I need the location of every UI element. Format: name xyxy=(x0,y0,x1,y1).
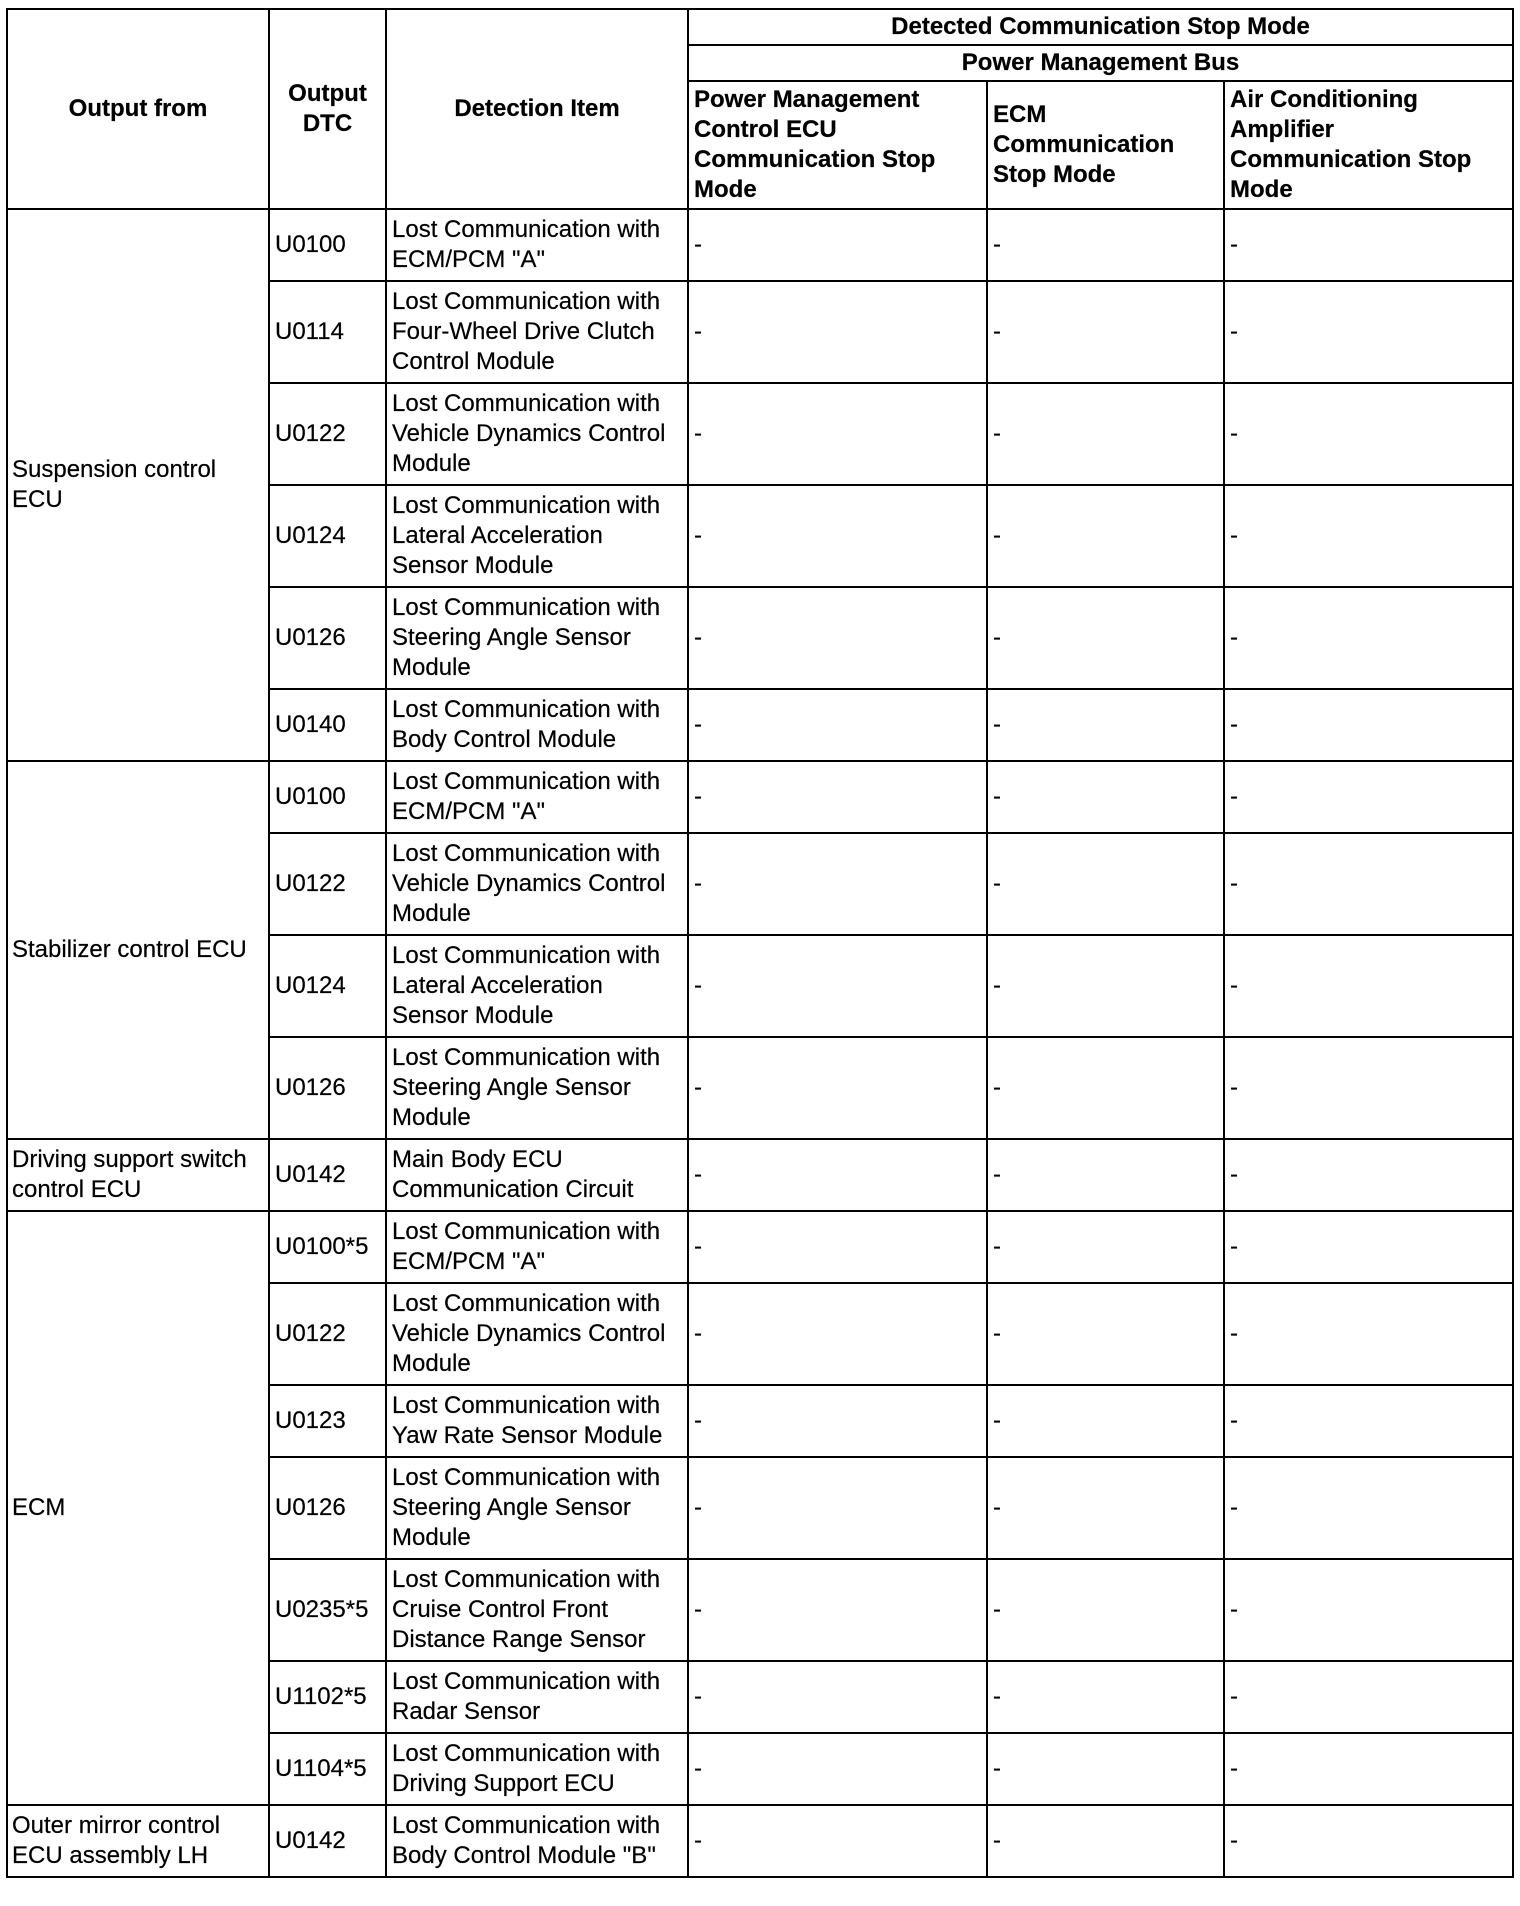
pmc-mode-cell: - xyxy=(688,1037,987,1139)
output-from-cell: Driving support switch control ECU xyxy=(7,1139,269,1211)
header-col-ecm: ECM Communication Stop Mode xyxy=(987,81,1224,209)
detection-item-cell: Lost Communication with Vehicle Dynamics Control Module xyxy=(386,1283,688,1385)
ac-mode-cell: - xyxy=(1224,1385,1513,1457)
detection-item-cell: Lost Communication with Lateral Acceleration Sensor Module xyxy=(386,485,688,587)
pmc-mode-cell: - xyxy=(688,1457,987,1559)
ecm-mode-cell: - xyxy=(987,1559,1224,1661)
ecm-mode-cell: - xyxy=(987,1283,1224,1385)
header-detection-item: Detection Item xyxy=(386,9,688,209)
ecm-mode-cell: - xyxy=(987,1733,1224,1805)
dtc-cell: U0126 xyxy=(269,587,386,689)
detection-item-cell: Main Body ECU Communication Circuit xyxy=(386,1139,688,1211)
pmc-mode-cell: - xyxy=(688,1733,987,1805)
output-from-cell: Suspension control ECU xyxy=(7,209,269,761)
dtc-cell: U0100 xyxy=(269,209,386,281)
ac-mode-cell: - xyxy=(1224,761,1513,833)
ac-mode-cell: - xyxy=(1224,383,1513,485)
ecm-mode-cell: - xyxy=(987,209,1224,281)
dtc-cell: U0126 xyxy=(269,1457,386,1559)
pmc-mode-cell: - xyxy=(688,833,987,935)
detection-item-cell: Lost Communication with Steering Angle Sensor Module xyxy=(386,587,688,689)
pmc-mode-cell: - xyxy=(688,935,987,1037)
ac-mode-cell: - xyxy=(1224,1211,1513,1283)
dtc-cell: U0122 xyxy=(269,383,386,485)
pmc-mode-cell: - xyxy=(688,1661,987,1733)
pmc-mode-cell: - xyxy=(688,689,987,761)
ac-mode-cell: - xyxy=(1224,1139,1513,1211)
dtc-cell: U0100 xyxy=(269,761,386,833)
table-header xyxy=(7,9,1513,209)
ac-mode-cell: - xyxy=(1224,1283,1513,1385)
detection-item-cell: Lost Communication with Driving Support ECU xyxy=(386,1733,688,1805)
pmc-mode-cell: - xyxy=(688,1283,987,1385)
detection-item-cell: Lost Communication with Cruise Control Front Distance Range Sensor xyxy=(386,1559,688,1661)
dtc-cell: U0140 xyxy=(269,689,386,761)
ac-mode-cell: - xyxy=(1224,1559,1513,1661)
dtc-cell: U0124 xyxy=(269,935,386,1037)
ecm-mode-cell: - xyxy=(987,761,1224,833)
ac-mode-cell: - xyxy=(1224,209,1513,281)
ecm-mode-cell: - xyxy=(987,935,1224,1037)
ecm-mode-cell: - xyxy=(987,587,1224,689)
ac-mode-cell: - xyxy=(1224,587,1513,689)
detection-item-cell: Lost Communication with ECM/PCM "A" xyxy=(386,209,688,281)
ecm-mode-cell: - xyxy=(987,689,1224,761)
ecm-mode-cell: - xyxy=(987,1805,1224,1877)
ac-mode-cell: - xyxy=(1224,1805,1513,1877)
ac-mode-cell: - xyxy=(1224,833,1513,935)
pmc-mode-cell: - xyxy=(688,587,987,689)
dtc-cell: U0122 xyxy=(269,833,386,935)
dtc-cell: U0142 xyxy=(269,1805,386,1877)
header-bus: Power Management Bus xyxy=(688,45,1513,81)
ecm-mode-cell: - xyxy=(987,485,1224,587)
ac-mode-cell: - xyxy=(1224,281,1513,383)
table-row xyxy=(7,1139,1513,1211)
table-row xyxy=(7,761,1513,833)
pmc-mode-cell: - xyxy=(688,1139,987,1211)
ecm-mode-cell: - xyxy=(987,281,1224,383)
detection-item-cell: Lost Communication with Vehicle Dynamics Control Module xyxy=(386,383,688,485)
header-col-ac: Air Conditioning Amplifier Communication Stop Mode xyxy=(1224,81,1513,209)
pmc-mode-cell: - xyxy=(688,1211,987,1283)
detection-item-cell: Lost Communication with Steering Angle Sensor Module xyxy=(386,1457,688,1559)
dtc-cell: U0122 xyxy=(269,1283,386,1385)
table-row xyxy=(7,1211,1513,1283)
dtc-cell: U0114 xyxy=(269,281,386,383)
detection-item-cell: Lost Communication with Vehicle Dynamics Control Module xyxy=(386,833,688,935)
ac-mode-cell: - xyxy=(1224,1037,1513,1139)
pmc-mode-cell: - xyxy=(688,1805,987,1877)
header-output-from: Output from xyxy=(7,9,269,209)
detection-item-cell: Lost Communication with Lateral Acceleration Sensor Module xyxy=(386,935,688,1037)
detection-item-cell: Lost Communication with ECM/PCM "A" xyxy=(386,1211,688,1283)
ecm-mode-cell: - xyxy=(987,1037,1224,1139)
dtc-cell: U1104*5 xyxy=(269,1733,386,1805)
detection-item-cell: Lost Communication with ECM/PCM "A" xyxy=(386,761,688,833)
header-detected-mode: Detected Communication Stop Mode xyxy=(688,9,1513,45)
pmc-mode-cell: - xyxy=(688,383,987,485)
detection-item-cell: Lost Communication with Steering Angle Sensor Module xyxy=(386,1037,688,1139)
detection-item-cell: Lost Communication with Four-Wheel Drive Clutch Control Module xyxy=(386,281,688,383)
pmc-mode-cell: - xyxy=(688,1385,987,1457)
dtc-cell: U0142 xyxy=(269,1139,386,1211)
header-output-dtc: Output DTC xyxy=(269,9,386,209)
dtc-cell: U1102*5 xyxy=(269,1661,386,1733)
output-from-cell: Outer mirror control ECU assembly LH xyxy=(7,1805,269,1877)
pmc-mode-cell: - xyxy=(688,761,987,833)
table-row xyxy=(7,209,1513,281)
dtc-cell: U0235*5 xyxy=(269,1559,386,1661)
pmc-mode-cell: - xyxy=(688,1559,987,1661)
header-col-pmc: Power Management Control ECU Communication Stop Mode xyxy=(688,81,987,209)
ac-mode-cell: - xyxy=(1224,689,1513,761)
dtc-table xyxy=(6,8,1514,1878)
ecm-mode-cell: - xyxy=(987,1661,1224,1733)
detection-item-cell: Lost Communication with Body Control Module xyxy=(386,689,688,761)
table-row xyxy=(7,1805,1513,1877)
detection-item-cell: Lost Communication with Radar Sensor xyxy=(386,1661,688,1733)
pmc-mode-cell: - xyxy=(688,209,987,281)
table-body xyxy=(7,209,1513,1877)
dtc-table-container xyxy=(6,8,1512,1878)
ecm-mode-cell: - xyxy=(987,1457,1224,1559)
dtc-cell: U0100*5 xyxy=(269,1211,386,1283)
ac-mode-cell: - xyxy=(1224,1457,1513,1559)
detection-item-cell: Lost Communication with Body Control Module "B" xyxy=(386,1805,688,1877)
ecm-mode-cell: - xyxy=(987,1139,1224,1211)
ecm-mode-cell: - xyxy=(987,383,1224,485)
ecm-mode-cell: - xyxy=(987,1385,1224,1457)
detection-item-cell: Lost Communication with Yaw Rate Sensor Module xyxy=(386,1385,688,1457)
ac-mode-cell: - xyxy=(1224,1661,1513,1733)
dtc-cell: U0126 xyxy=(269,1037,386,1139)
ac-mode-cell: - xyxy=(1224,485,1513,587)
ac-mode-cell: - xyxy=(1224,1733,1513,1805)
dtc-cell: U0124 xyxy=(269,485,386,587)
ecm-mode-cell: - xyxy=(987,1211,1224,1283)
output-from-cell: ECM xyxy=(7,1211,269,1805)
pmc-mode-cell: - xyxy=(688,281,987,383)
output-from-cell: Stabilizer control ECU xyxy=(7,761,269,1139)
dtc-cell: U0123 xyxy=(269,1385,386,1457)
ecm-mode-cell: - xyxy=(987,833,1224,935)
ac-mode-cell: - xyxy=(1224,935,1513,1037)
pmc-mode-cell: - xyxy=(688,485,987,587)
